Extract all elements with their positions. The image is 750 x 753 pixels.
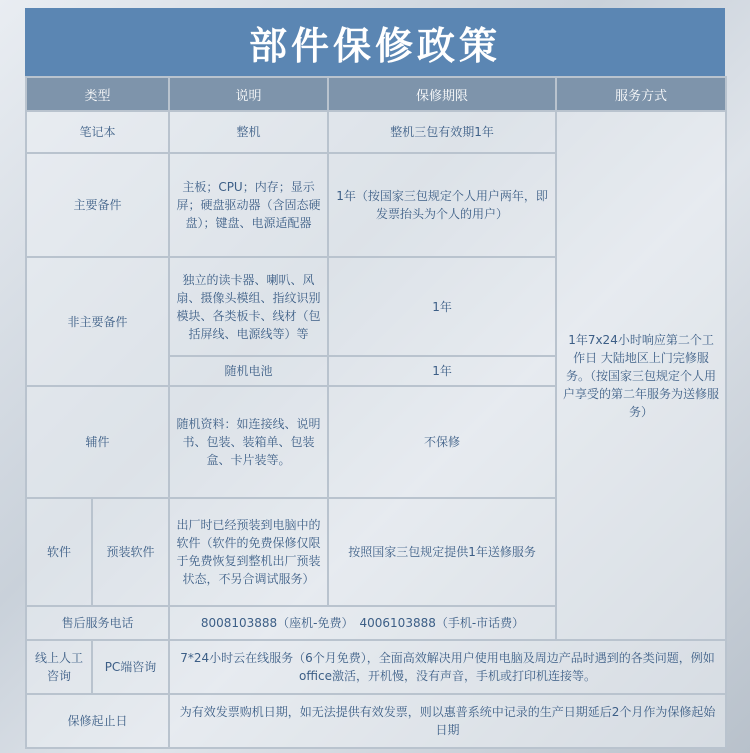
page-title: 部件保修政策 (25, 8, 725, 76)
laptop-period: 整机三包有效期1年 (328, 111, 556, 153)
online-subtype: PC端咨询 (92, 640, 169, 694)
service-method: 1年7x24小时响应第二个工作日 大陆地区上门完修服务。（按国家三包规定个人用户享受的第二年服务为送修服务） (556, 111, 726, 640)
minor-desc: 独立的读卡器、喇叭、风扇、摄像头模组、指纹识别模块、各类板卡、线材（包括屏线、电源线等）等 (169, 257, 328, 356)
header-service: 服务方式 (556, 77, 726, 111)
start-value: 为有效发票购机日期，如无法提供有效发票，则以惠普系统中记录的生产日期延后2个月作为保修起始日期 (169, 694, 726, 748)
hotline-value: 8008103888（座机-免费） 4006103888（手机-市话费） (169, 606, 556, 640)
software-subtype: 预装软件 (92, 498, 169, 606)
battery-desc: 随机电池 (169, 356, 328, 386)
minor-type: 非主要备件 (26, 257, 169, 386)
accessory-type: 辅件 (26, 386, 169, 498)
header-type: 类型 (26, 77, 169, 111)
major-desc: 主板；CPU；内存；显示屏；硬盘驱动器（含固态硬盘）；键盘、电源适配器 (169, 153, 328, 257)
header-desc: 说明 (169, 77, 328, 111)
software-desc: 出厂时已经预装到电脑中的软件（软件的免费保修仅限于免费恢复到整机出厂预装状态，不另合调试服务） (169, 498, 328, 606)
accessory-desc: 随机资料：如连接线、说明书、包装、装箱单、包装盒、卡片装等。 (169, 386, 328, 498)
accessory-period: 不保修 (328, 386, 556, 498)
header-row (26, 77, 726, 111)
software-type: 软件 (26, 498, 92, 606)
online-value: 7*24小时云在线服务（6个月免费），全面高效解决用户使用电脑及周边产品时遇到的各类问题，例如office激活，开机慢，没有声音，手机或打印机连接等。 (169, 640, 726, 694)
laptop-type: 笔记本 (26, 111, 169, 153)
major-period: 1年（按国家三包规定个人用户两年，即发票抬头为个人的用户） (328, 153, 556, 257)
start-type: 保修起止日 (26, 694, 169, 748)
table-row (26, 111, 726, 153)
battery-period: 1年 (328, 356, 556, 386)
online-type: 线上人工咨询 (26, 640, 92, 694)
laptop-desc: 整机 (169, 111, 328, 153)
minor-period: 1年 (328, 257, 556, 356)
hotline-type: 售后服务电话 (26, 606, 169, 640)
major-type: 主要备件 (26, 153, 169, 257)
table-row (26, 640, 726, 694)
table-row (26, 694, 726, 748)
software-period: 按照国家三包规定提供1年送修服务 (328, 498, 556, 606)
warranty-policy-table (25, 76, 727, 749)
header-period: 保修期限 (328, 77, 556, 111)
